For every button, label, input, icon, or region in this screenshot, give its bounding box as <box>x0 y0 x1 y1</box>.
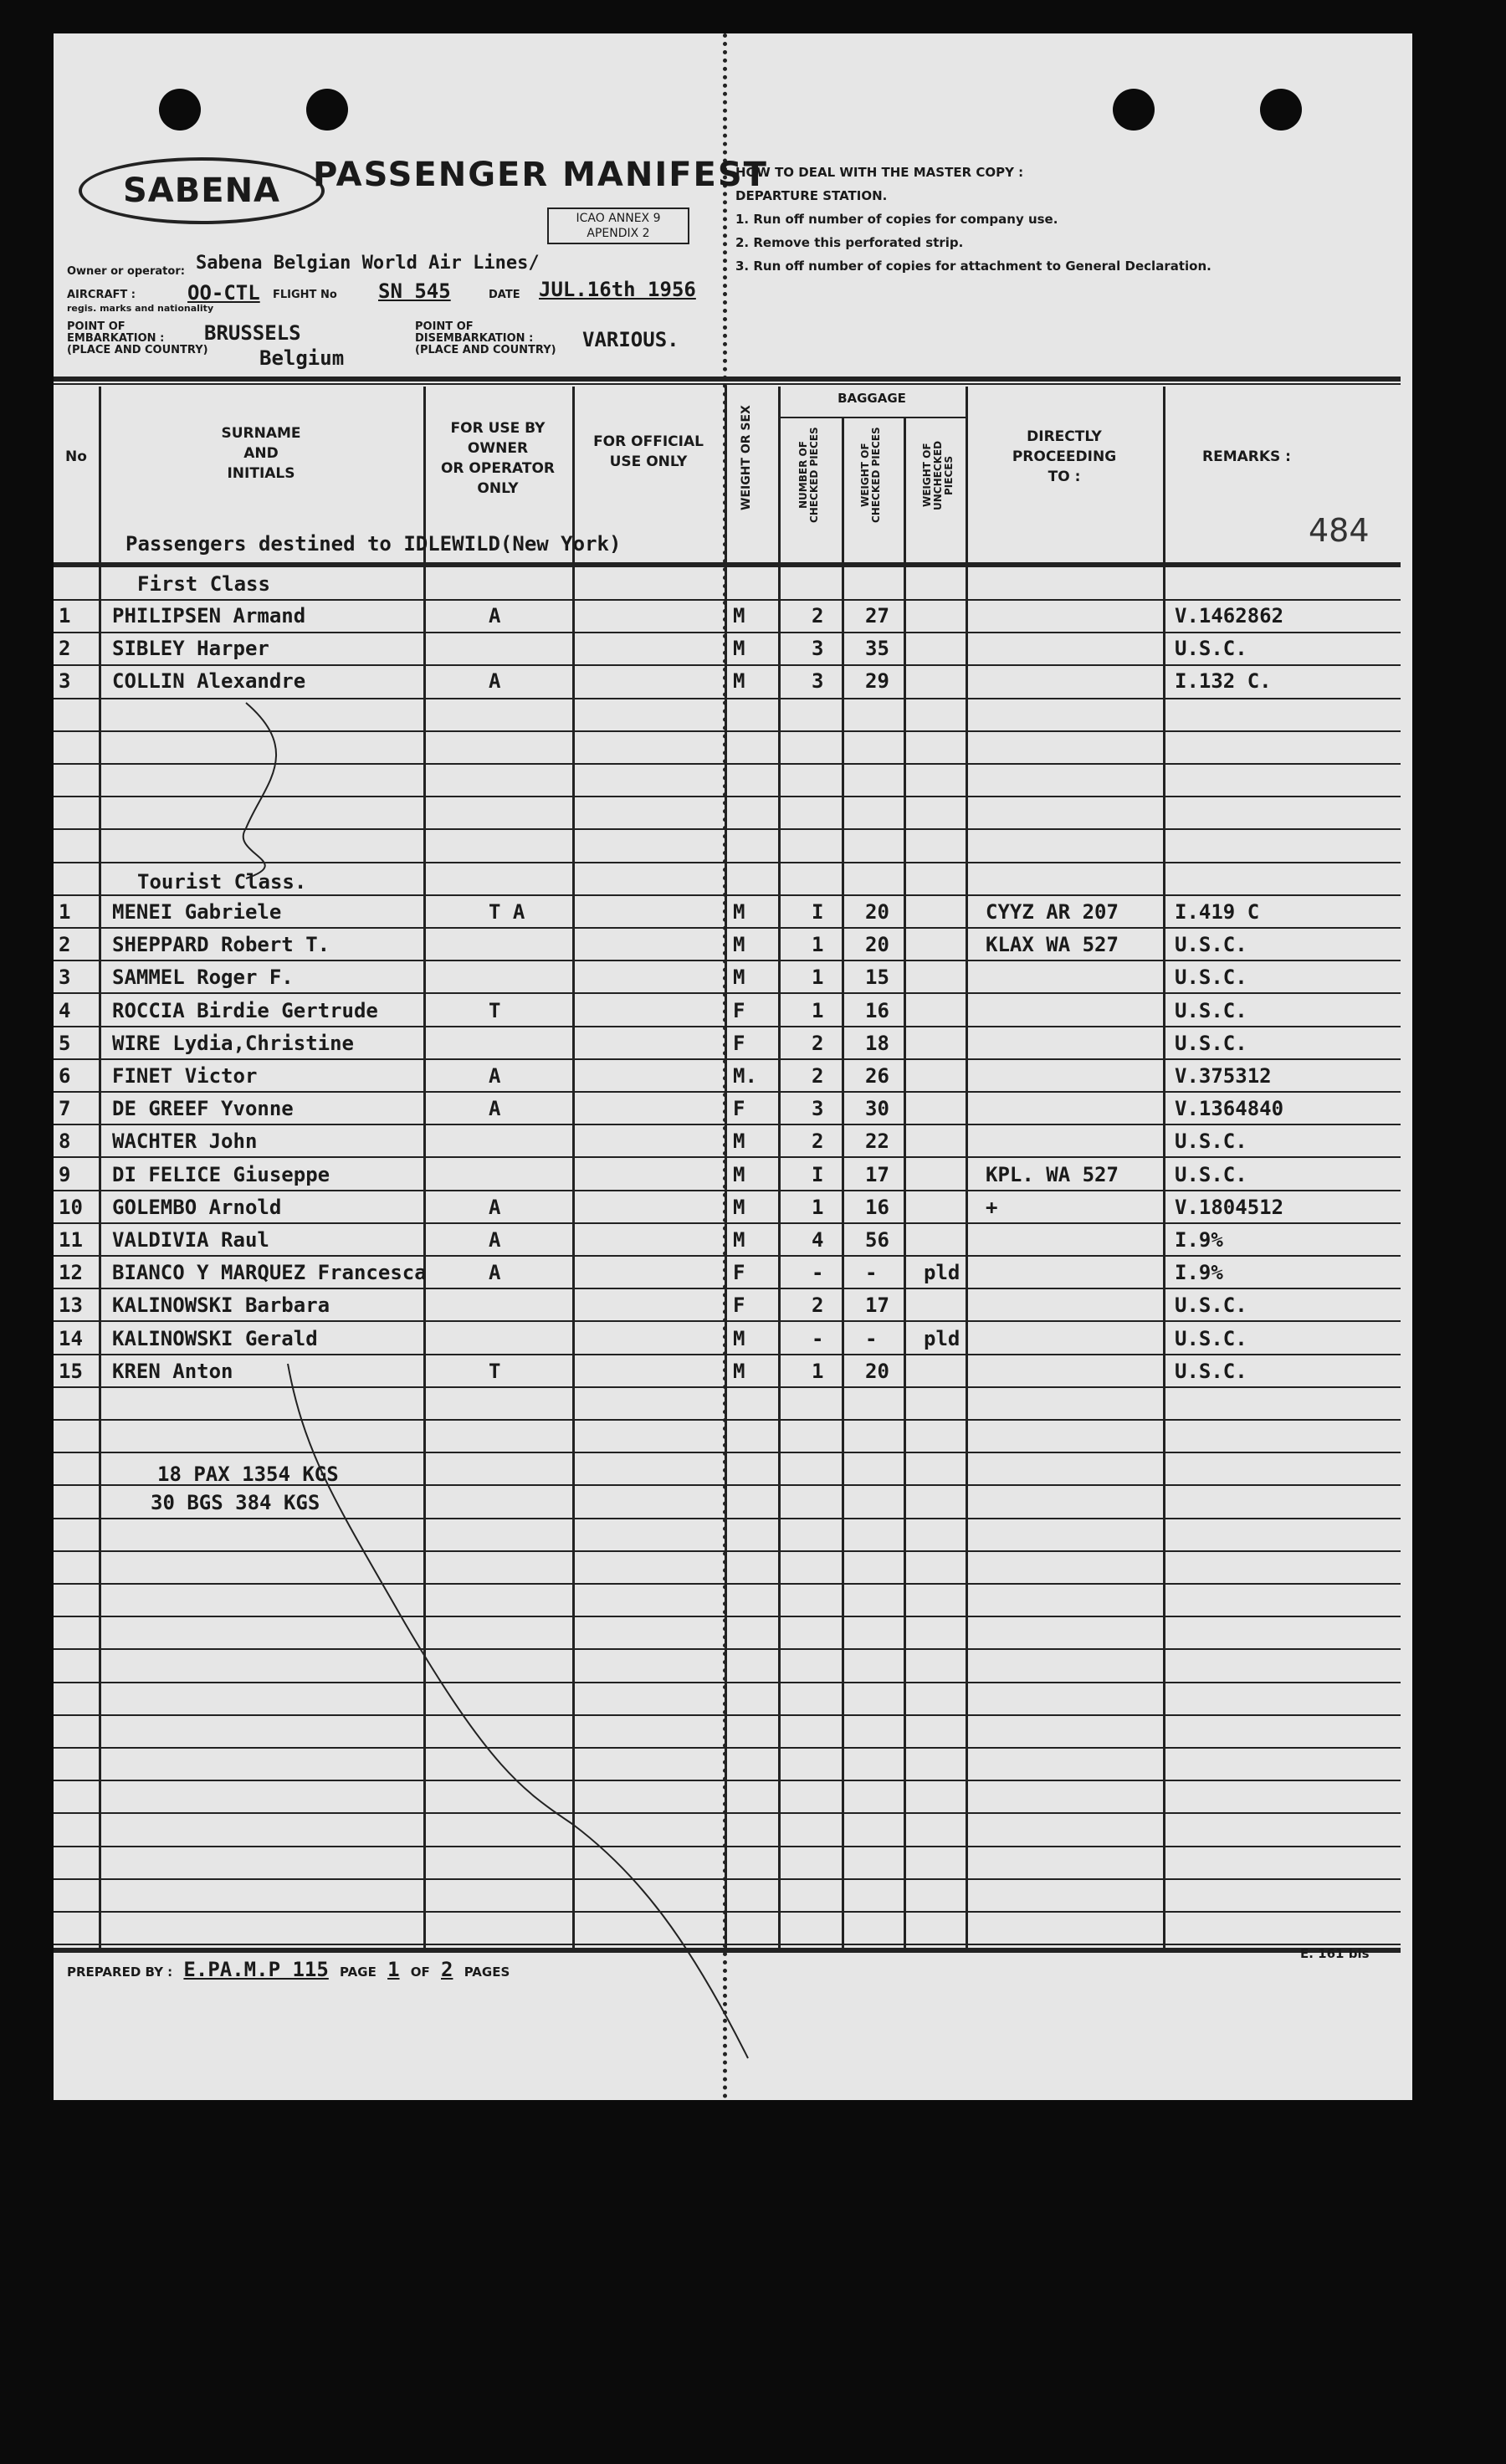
sex: M <box>733 1228 745 1252</box>
prepared-value: E.PA.M.P 115 <box>183 1958 329 1981</box>
col-official: FOR OFFICIAL USE ONLY <box>593 433 704 470</box>
weight-checked: 35 <box>865 637 889 660</box>
disembarkation-label: POINT OF DISEMBARKATION : (PLACE AND COUNTRY) <box>415 320 556 356</box>
remarks: U.S.C. <box>1175 1032 1247 1055</box>
row-number: 2 <box>59 637 71 660</box>
pieces-checked: 1 <box>812 1196 824 1219</box>
date-value: JUL.16th 1956 <box>539 278 696 301</box>
weight-checked: 22 <box>865 1130 889 1153</box>
weight-checked: 16 <box>865 999 889 1022</box>
sabena-logo: SABENA <box>79 157 325 224</box>
row-number: 11 <box>59 1228 83 1252</box>
sex: M <box>733 966 745 989</box>
totals-line-2: 30 BGS 384 KGS <box>151 1491 320 1514</box>
first-class-label: First Class <box>137 572 270 596</box>
totals-line-1: 18 PAX 1354 KGS <box>157 1463 339 1486</box>
owner-mark: A <box>489 1097 501 1120</box>
passenger-name: PHILIPSEN Armand <box>112 604 306 628</box>
pen-squiggle <box>288 1364 748 2058</box>
remarks: U.S.C. <box>1175 1130 1247 1153</box>
row-number: 1 <box>59 604 71 628</box>
remarks: U.S.C. <box>1175 1360 1247 1383</box>
pieces-checked: 4 <box>812 1228 824 1252</box>
remarks: I.419 C <box>1175 900 1260 924</box>
remarks: U.S.C. <box>1175 933 1247 956</box>
col-weight-checked: WEIGHT OF CHECKED PIECES <box>859 427 882 524</box>
remarks: U.S.C. <box>1175 1327 1247 1350</box>
col-weight-unchecked: WEIGHT OF UNCHECKED PIECES <box>921 440 955 510</box>
sex: M <box>733 1196 745 1219</box>
row-number: 15 <box>59 1360 83 1383</box>
row-number: 5 <box>59 1032 71 1055</box>
pieces-checked: 2 <box>812 1032 824 1055</box>
col-no: No <box>65 448 87 465</box>
passenger-name: DE GREEF Yvonne <box>112 1097 294 1120</box>
pieces-checked: 1 <box>812 933 824 956</box>
passenger-name: WACHTER John <box>112 1130 258 1153</box>
weight-unchecked: pld <box>924 1327 960 1350</box>
passenger-name: COLLIN Alexandre <box>112 669 306 693</box>
aircraft-sub-label: regis. marks and nationality <box>67 303 214 314</box>
row-number: 9 <box>59 1163 71 1186</box>
embarkation-label: POINT OF EMBARKATION : (PLACE AND COUNTRY) <box>67 320 208 356</box>
row-number: 10 <box>59 1196 83 1219</box>
passenger-name: WIRE Lydia,Christine <box>112 1032 354 1055</box>
remarks: I.132 C. <box>1175 669 1272 693</box>
weight-checked: 29 <box>865 669 889 693</box>
remarks: U.S.C. <box>1175 1163 1247 1186</box>
owner-mark: T <box>489 999 501 1022</box>
passenger-name: MENEI Gabriele <box>112 900 282 924</box>
sex: F <box>733 1097 745 1120</box>
pieces-checked: I <box>812 900 824 924</box>
passenger-name: BIANCO Y MARQUEZ Francesca <box>112 1261 427 1284</box>
passenger-name: SHEPPARD Robert T. <box>112 933 330 956</box>
sex: M <box>733 604 745 628</box>
destination-line: Passengers destined to IDLEWILD(New York) <box>126 532 622 556</box>
pieces-checked: 2 <box>812 1130 824 1153</box>
passenger-name: KREN Anton <box>112 1360 233 1383</box>
prepared-label: PREPARED BY : <box>67 1965 173 1980</box>
sex: F <box>733 1261 745 1284</box>
pieces-checked: 2 <box>812 1293 824 1317</box>
pieces-checked: 1 <box>812 966 824 989</box>
disembarkation-value: VARIOUS. <box>582 328 679 351</box>
document-number: 484 <box>1309 512 1370 549</box>
embarkation-country: Belgium <box>259 346 345 370</box>
pieces-checked: I <box>812 1163 824 1186</box>
row-number: 3 <box>59 669 71 693</box>
owner-mark: A <box>489 1196 501 1219</box>
owner-label: Owner or operator: <box>67 265 185 278</box>
pieces-checked: 2 <box>812 1064 824 1088</box>
pieces-checked: - <box>812 1327 824 1350</box>
weight-checked: 17 <box>865 1163 889 1186</box>
col-baggage: BAGGAGE <box>838 391 906 406</box>
date-label: DATE <box>489 289 520 301</box>
sex: F <box>733 1032 745 1055</box>
owner-mark: A <box>489 1261 501 1284</box>
weight-checked: 15 <box>865 966 889 989</box>
pieces-checked: 1 <box>812 999 824 1022</box>
flight-value: SN 545 <box>378 279 451 303</box>
owner-mark: T <box>489 1360 501 1383</box>
pen-squiggle <box>243 703 276 879</box>
row-number: 6 <box>59 1064 71 1088</box>
pages-label: PAGES <box>464 1965 510 1980</box>
row-number: 7 <box>59 1097 71 1120</box>
sex: M <box>733 1327 745 1350</box>
owner-value: Sabena Belgian World Air Lines/ <box>196 253 540 274</box>
col-owner: FOR USE BY OWNER OR OPERATOR ONLY <box>440 420 556 497</box>
sex: M <box>733 933 745 956</box>
weight-checked: 18 <box>865 1032 889 1055</box>
pieces-checked: 1 <box>812 1360 824 1383</box>
passenger-name: GOLEMBO Arnold <box>112 1196 282 1219</box>
sex: M <box>733 1163 745 1186</box>
remarks: I.9% <box>1175 1228 1223 1252</box>
row-number: 13 <box>59 1293 83 1317</box>
sex: M <box>733 1130 745 1153</box>
pieces-checked: - <box>812 1261 824 1284</box>
proceeding-to: KLAX WA 527 <box>986 933 1119 956</box>
weight-checked: 20 <box>865 900 889 924</box>
aircraft-value: OO-CTL <box>187 281 260 305</box>
row-number: 8 <box>59 1130 71 1153</box>
owner-mark: A <box>489 604 501 628</box>
sex: M <box>733 637 745 660</box>
row-number: 12 <box>59 1261 83 1284</box>
passenger-name: SIBLEY Harper <box>112 637 269 660</box>
sex: M <box>733 669 745 693</box>
weight-unchecked: pld <box>924 1261 960 1284</box>
row-number: 14 <box>59 1327 83 1350</box>
remarks: U.S.C. <box>1175 637 1247 660</box>
col-directly: DIRECTLY PROCEEDING TO : <box>1012 428 1117 485</box>
remarks: V.375312 <box>1175 1064 1272 1088</box>
pieces-checked: 3 <box>812 637 824 660</box>
weight-checked: 56 <box>865 1228 889 1252</box>
remarks: V.1804512 <box>1175 1196 1284 1219</box>
aircraft-label: AIRCRAFT : <box>67 289 136 301</box>
manifest-sheet <box>54 33 1412 2100</box>
page-label: PAGE <box>340 1965 376 1980</box>
weight-checked: 27 <box>865 604 889 628</box>
row-number: 3 <box>59 966 71 989</box>
owner-mark: A <box>489 1064 501 1088</box>
weight-checked: - <box>865 1327 878 1350</box>
owner-mark: T A <box>489 900 525 924</box>
owner-mark: A <box>489 1228 501 1252</box>
weight-checked: 16 <box>865 1196 889 1219</box>
form-number: E. 161 bis <box>1300 1946 1370 1961</box>
of-label: OF <box>410 1965 430 1980</box>
owner-mark: A <box>489 669 501 693</box>
remarks: U.S.C. <box>1175 1293 1247 1317</box>
passenger-name: SAMMEL Roger F. <box>112 966 294 989</box>
remarks: I.9% <box>1175 1261 1223 1284</box>
remarks: U.S.C. <box>1175 999 1247 1022</box>
remarks: U.S.C. <box>1175 966 1247 989</box>
remarks: V.1462862 <box>1175 604 1284 628</box>
row-number: 4 <box>59 999 71 1022</box>
row-number: 1 <box>59 900 71 924</box>
weight-checked: 17 <box>865 1293 889 1317</box>
weight-checked: 30 <box>865 1097 889 1120</box>
weight-checked: 20 <box>865 1360 889 1383</box>
of-value: 2 <box>441 1958 453 1981</box>
passenger-name: DI FELICE Giuseppe <box>112 1163 330 1186</box>
page-value: 1 <box>387 1958 400 1981</box>
weight-checked: 26 <box>865 1064 889 1088</box>
passenger-name: ROCCIA Birdie Gertrude <box>112 999 378 1022</box>
proceeding-to: CYYZ AR 207 <box>986 900 1119 924</box>
passenger-name: KALINOWSKI Barbara <box>112 1293 330 1317</box>
col-surname: SURNAME AND INITIALS <box>221 425 301 482</box>
proceeding-to: + <box>986 1196 998 1219</box>
weight-checked: - <box>865 1261 878 1284</box>
master-copy-instructions: HOW TO DEAL WITH THE MASTER COPY : DEPARTURE STATION. 1. Run off number of copies for company use. 2. Remove this perforated strip. 3. Run off number of copies for attachment to General Declaration. <box>735 165 1211 274</box>
sex: M. <box>733 1064 757 1088</box>
flight-label: FLIGHT No <box>273 289 337 301</box>
passenger-name: FINET Victor <box>112 1064 258 1088</box>
sex: F <box>733 1293 745 1317</box>
proceeding-to: KPL. WA 527 <box>986 1163 1119 1186</box>
handwritten-strokes <box>54 33 1412 2100</box>
col-weight-sex: WEIGHT OR SEX <box>740 405 753 510</box>
pieces-checked: 2 <box>812 604 824 628</box>
passenger-name: VALDIVIA Raul <box>112 1228 269 1252</box>
page-title: PASSENGER MANIFEST <box>313 156 768 194</box>
pieces-checked: 3 <box>812 669 824 693</box>
col-num-checked: NUMBER OF CHECKED PIECES <box>797 427 820 524</box>
remarks: V.1364840 <box>1175 1097 1284 1120</box>
tourist-class-label: Tourist Class. <box>137 870 307 894</box>
icao-box: ICAO ANNEX 9 APENDIX 2 <box>547 207 689 244</box>
sex: M <box>733 1360 745 1383</box>
row-number: 2 <box>59 933 71 956</box>
embarkation-value: BRUSSELS <box>204 321 301 345</box>
sex: F <box>733 999 745 1022</box>
col-remarks: REMARKS : <box>1201 448 1291 465</box>
passenger-name: KALINOWSKI Gerald <box>112 1327 318 1350</box>
weight-checked: 20 <box>865 933 889 956</box>
sex: M <box>733 900 745 924</box>
pieces-checked: 3 <box>812 1097 824 1120</box>
